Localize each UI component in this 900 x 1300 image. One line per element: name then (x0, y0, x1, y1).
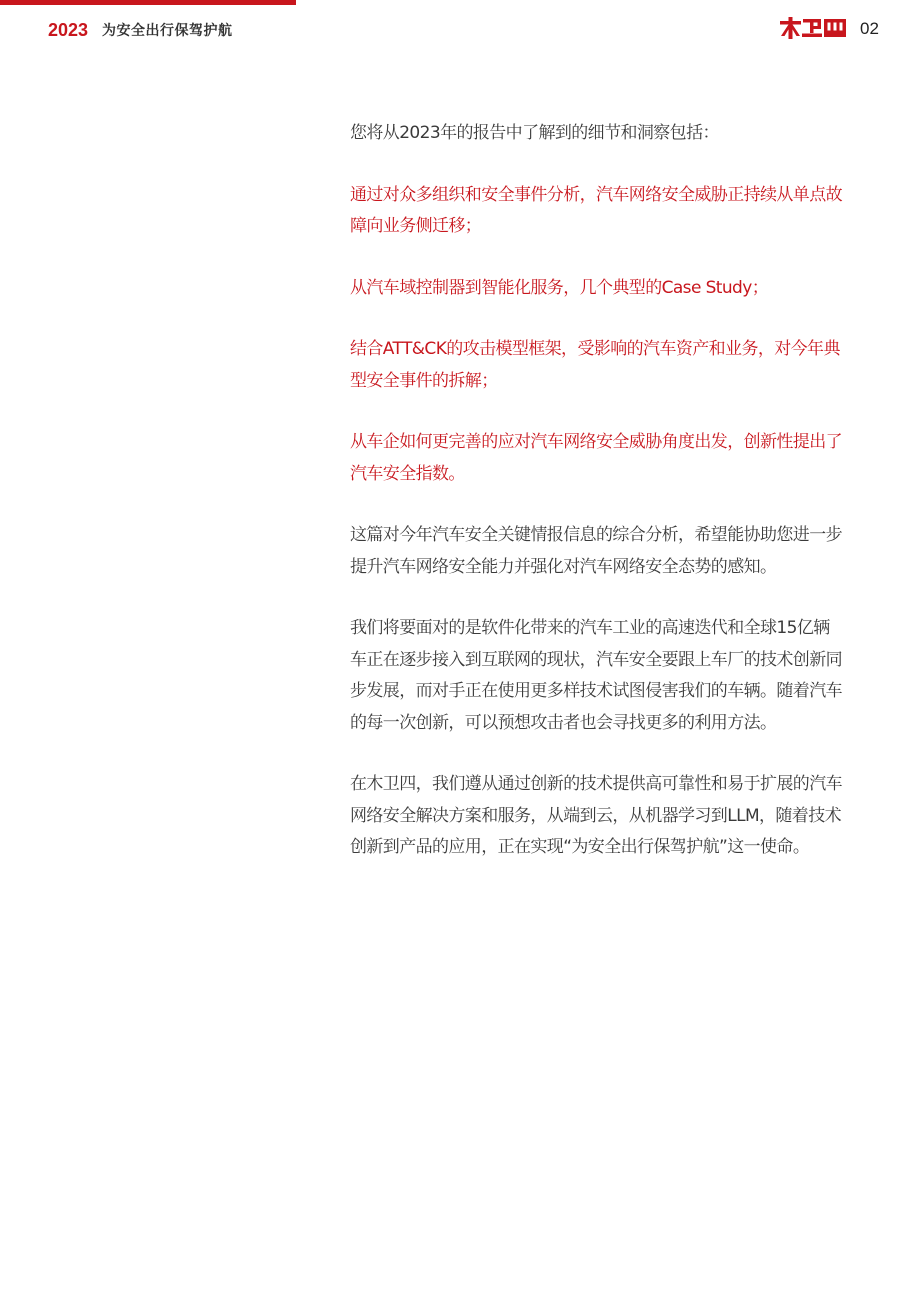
highlight-item: 从汽车域控制器到智能化服务，几个典型的Case Study； (350, 277, 769, 298)
report-body (350, 118, 846, 894)
intro-paragraph: 您将从2023年的报告中了解到的细节和洞察包括： (350, 123, 719, 143)
header-year: 2023 (48, 20, 89, 40)
body-paragraph: 在木卫四，我们遵从通过创新的技术提供高可靠性和易于扩展的汽车网络安全解决方案和服务，从端到云，从机器学习到LLM，随着技术创新到产品的应用，正在实现“为安全出行保驾护航”这一使命。 (350, 774, 842, 857)
page-number: 02 (860, 19, 879, 38)
highlight-item: 从车企如何更完善的应对汽车网络安全威胁角度出发，创新性提出了汽车安全指数。 (350, 432, 842, 484)
body-paragraph: 这篇对今年汽车安全关键情报信息的综合分析，希望能协助您进一步提升汽车网络安全能力并强化对汽车网络安全态势的感知。 (350, 525, 842, 577)
header-accent-bar (0, 0, 296, 5)
highlight-item: 结合ATT&CK的攻击模型框架，受影响的汽车资产和业务，对今年典型安全事件的拆解； (350, 339, 840, 391)
company-logo (779, 16, 847, 40)
highlight-item: 通过对众多组织和安全事件分析，汽车网络安全威胁正持续从单点故障向业务侧迁移； (350, 184, 842, 236)
header-tagline: 为安全出行保驾护航 (102, 23, 233, 39)
body-paragraph: 我们将要面对的是软件化带来的汽车工业的高速迭代和全球15亿辆车正在逐步接入到互联网的现状，汽车安全要跟上车厂的技术创新同步发展，而对手正在使用更多样技术试图侵害我们的车辆。随着汽车的每一次创新，可以预想攻击者也会寻找更多的利用方法。 (350, 618, 842, 733)
